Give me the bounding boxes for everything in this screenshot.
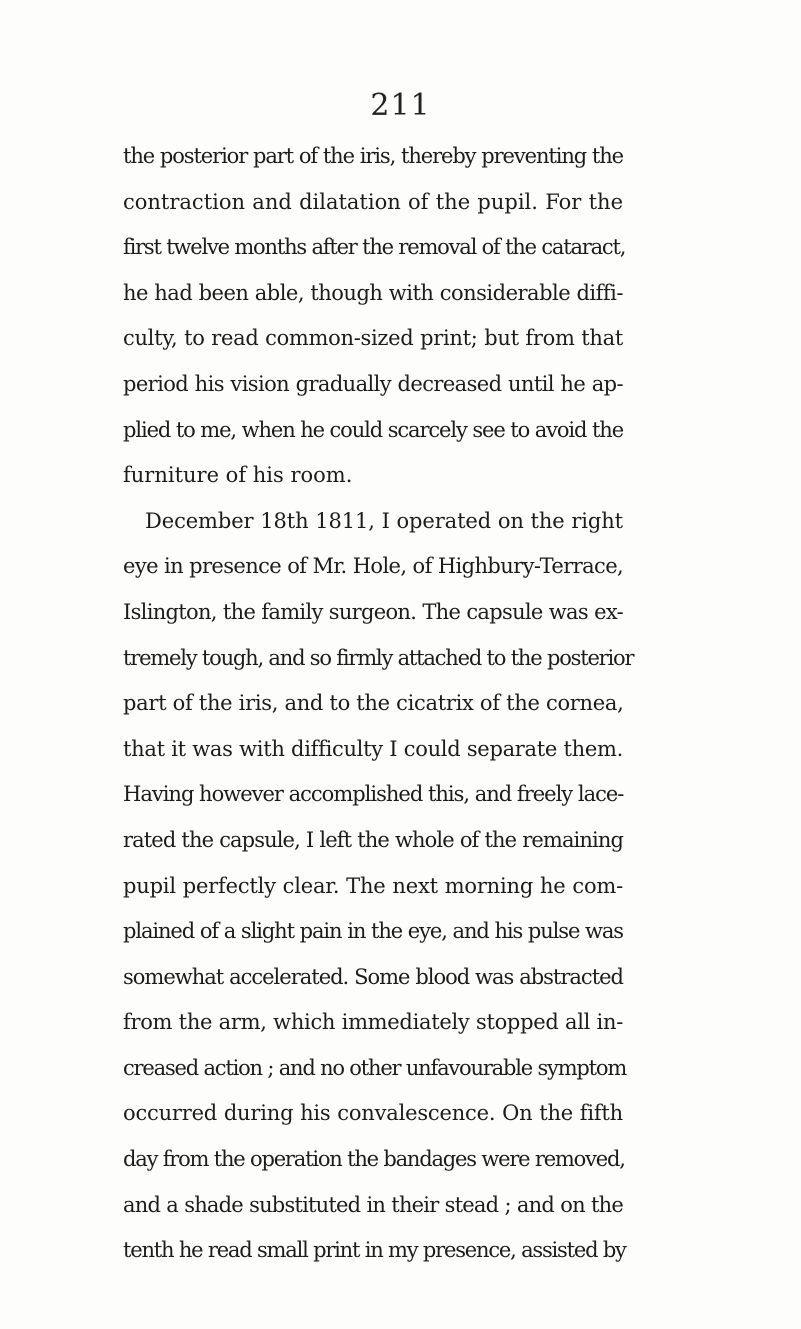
text-line: furniture of his room.: [123, 463, 353, 488]
text-line: and a shade substituted in their stead ; and on the: [123, 1192, 623, 1217]
text-line: December 18th 1811, I operated on the right: [145, 508, 623, 533]
text-line: plained of a slight pain in the eye, and his pulse was: [123, 919, 623, 944]
text-line: Having however accomplished this, and freely lace-: [123, 782, 624, 807]
body-text: [123, 134, 634, 1274]
text-line: pupil perfectly clear. The next morning he com-: [123, 873, 623, 898]
text-line: plied to me, when he could scarcely see to avoid the: [123, 417, 624, 442]
text-line: that it was with difficulty I could separate them.: [123, 736, 623, 761]
text-line: Islington, the family surgeon. The capsule was ex-: [123, 599, 623, 624]
text-line: part of the iris, and to the cicatrix of the cornea,: [123, 691, 624, 716]
text-line: occurred during his convalescence. On the fifth: [123, 1101, 623, 1126]
text-line: tremely tough, and so firmly attached to the posterior: [123, 645, 634, 670]
text-line: first twelve months after the removal of the cataract,: [123, 235, 626, 260]
text-line: day from the operation the bandages were removed,: [123, 1147, 625, 1172]
text-line: eye in presence of Mr. Hole, of Highbury-Terrace,: [123, 554, 624, 579]
text-line: contraction and dilatation of the pupil. For the: [123, 189, 623, 214]
text-line: rated the capsule, I left the whole of the remaining: [123, 827, 623, 852]
text-line: from the arm, which immediately stopped all in-: [123, 1010, 623, 1035]
text-line: creased action ; and no other unfavourable symptom: [123, 1055, 627, 1080]
text-line: he had been able, though with considerable diffi-: [123, 280, 623, 305]
text-line: the posterior part of the iris, thereby preventing the: [123, 144, 623, 168]
text-line: somewhat accelerated. Some blood was abstracted: [123, 964, 623, 989]
text-line: period his vision gradually decreased until he ap-: [123, 371, 623, 396]
page-number: 211: [370, 88, 431, 123]
text-line: culty, to read common-sized print; but from that: [123, 326, 623, 351]
text-line: tenth he read small print in my presence, assisted by: [123, 1238, 626, 1263]
